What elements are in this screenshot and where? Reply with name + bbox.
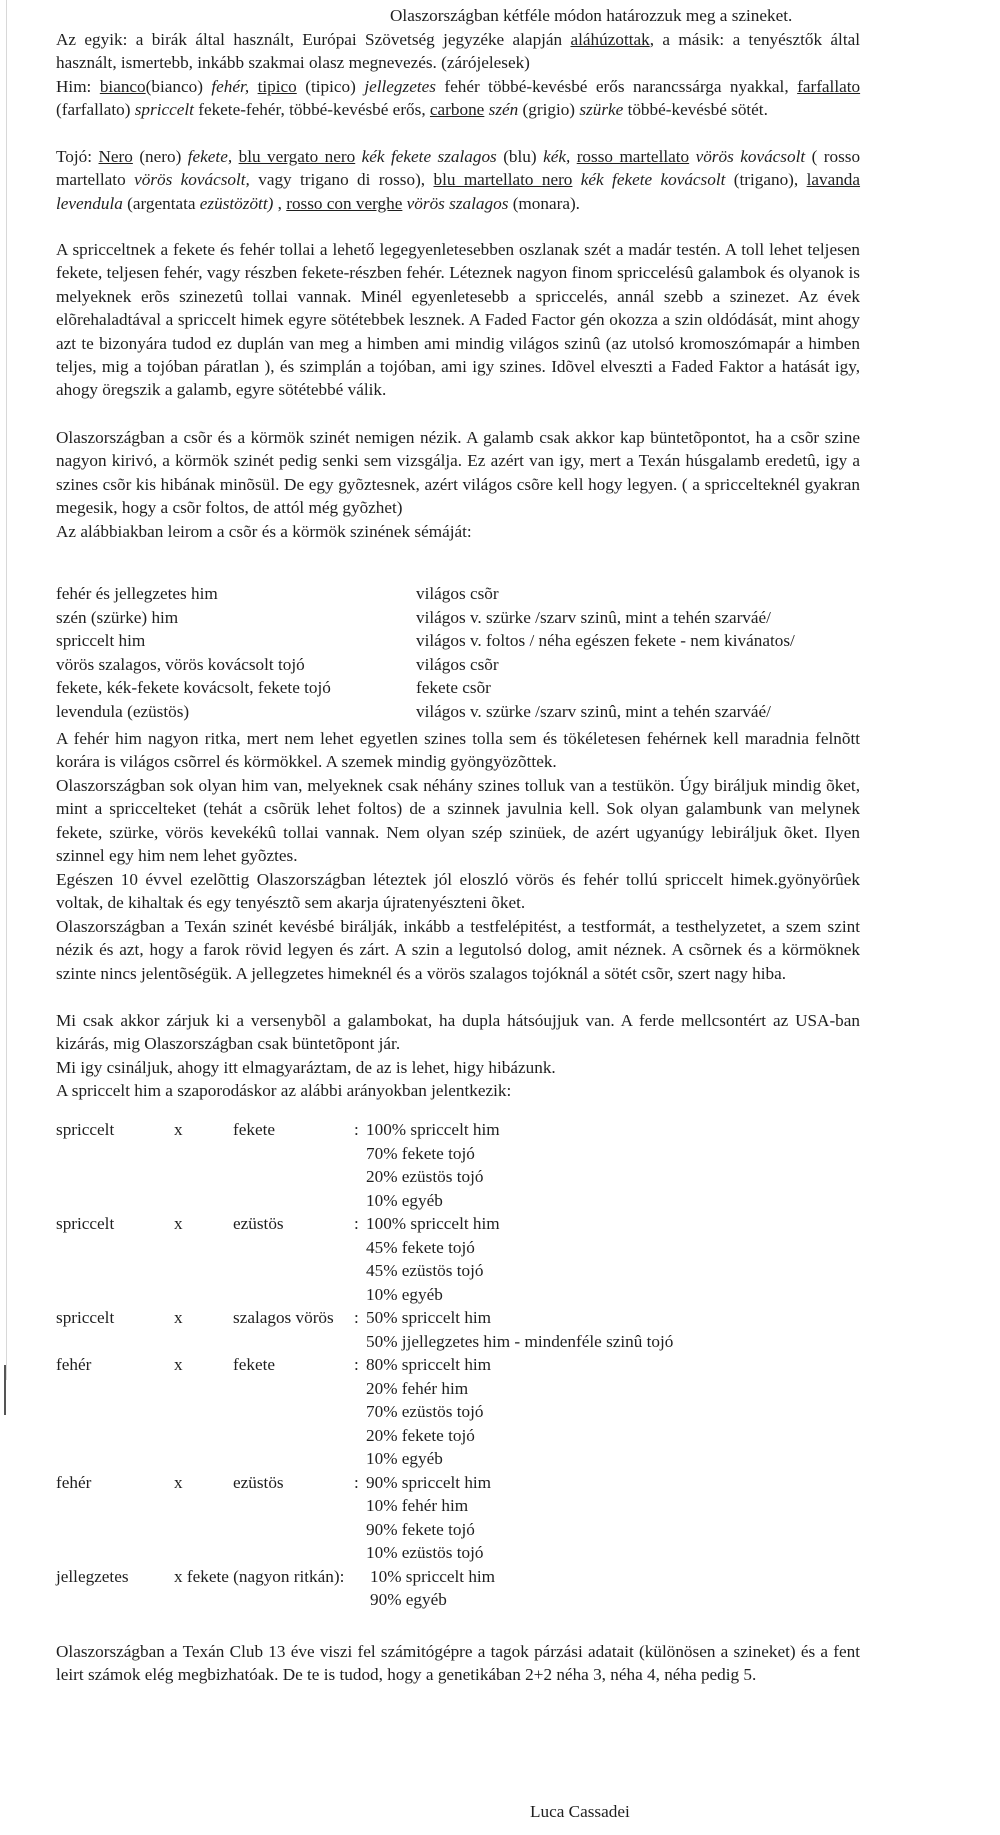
him-term-carbone: carbone	[429, 100, 485, 120]
ten-years-paragraph: Egészen 10 évvel ezelõttig Olaszországban léteztek jól eloszló vörös és fehér tollú spriccelt himek.gyönyörûek voltak, de kihaltak és egy tenyésztõ sem akarja újratenyészteni õket.	[56, 870, 860, 913]
cross-result: 10% egyéb	[366, 1284, 443, 1304]
tojo-italic: levendula	[56, 193, 123, 213]
cross-parent-b: ezüstös	[233, 1214, 284, 1233]
cross-result: 90% fekete tojó	[366, 1519, 475, 1539]
cross-operator: x	[174, 1472, 183, 1492]
beak-table-row	[56, 606, 876, 630]
beak-table-color: világos csõr	[416, 584, 499, 603]
cross-result-row	[56, 1400, 876, 1424]
beak-table-type: fekete, kék-fekete kovácsolt, fekete tojó	[56, 678, 331, 697]
cross-operator: x	[174, 1355, 183, 1374]
cross-operator: x	[174, 1120, 183, 1139]
cross-row	[56, 1306, 876, 1330]
cross-parent-a: jellegzetes	[56, 1566, 129, 1586]
cross-operator: x fekete (nagyon ritkán):	[174, 1566, 345, 1586]
tojo-label: Tojó:	[56, 147, 93, 166]
tojo-term-rosso-con-verghe: rosso con verghe	[286, 193, 403, 213]
cross-result: 70% fekete tojó	[366, 1143, 475, 1163]
beak-table-type: vörös szalagos, vörös kovácsolt tojó	[56, 654, 305, 674]
him-paragraph	[56, 75, 860, 122]
cross-result: 10% ezüstös tojó	[366, 1543, 484, 1562]
cross-row	[56, 1353, 876, 1377]
him-italic: spriccelt	[134, 100, 194, 120]
cross-row	[56, 1565, 876, 1589]
him-text: (farfallato)	[56, 100, 131, 120]
white-him-paragraph: A fehér him nagyon ritka, mert nem lehet egyetlen szines tolla sem és tökéletesen fehérnek kell maradnia felnõtt korára is világos csõrrel és körmökkel. A szemek mindig gyöngyözõttek.	[56, 729, 860, 772]
cross-result: 10% egyéb	[366, 1449, 443, 1468]
tojo-term-nero: Nero	[98, 147, 133, 166]
club-paragraph: Olaszországban a Texán Club 13 éve viszi fel számitógépre a tagok párzási adatait (különösen a szineket) és a fent leirt számok elég megbizhatóak. De te is tudod, hogy a genetikában 2+2 néha 3, néha 4, néha pedig 5.	[56, 1642, 860, 1685]
him-term-bianco: bianco	[99, 77, 146, 96]
tojo-text: (blu)	[503, 147, 537, 166]
cross-colon: :	[354, 1308, 359, 1327]
tojo-text: (trigano),	[733, 170, 799, 190]
intro-underlined: aláhúzottak	[570, 30, 650, 49]
cross-result: 100% spriccelt him	[366, 1120, 500, 1139]
beak-table-color: világos v. szürke /szarv szinû, mint a tehén szarváé/	[416, 701, 771, 721]
tojo-term-blu-martellato: blu martellato nero	[433, 170, 573, 190]
cross-parent-b: fekete	[233, 1355, 275, 1374]
cross-result: 100% spriccelt him	[366, 1214, 500, 1233]
tojo-text: (monara).	[512, 193, 580, 213]
tojo-italic: kék fekete kovácsolt	[580, 170, 726, 190]
him-term-farfallato: farfallato	[797, 77, 861, 96]
signature: Luca Cassadei	[530, 1802, 630, 1821]
him-label: Him:	[56, 77, 92, 96]
cross-result: 20% fehér him	[366, 1378, 469, 1398]
cross-row	[56, 1118, 876, 1142]
him-text: (tipico)	[305, 77, 356, 96]
cross-colon: :	[354, 1214, 359, 1233]
cross-result: 10% fehér him	[366, 1496, 469, 1515]
cross-result-row	[56, 1165, 876, 1189]
tojo-italic: kék,	[543, 147, 571, 166]
beak-table-type: spriccelt him	[56, 631, 146, 650]
cross-parent-b: szalagos vörös	[233, 1308, 334, 1327]
cross-result: 45% fekete tojó	[366, 1237, 475, 1257]
cross-parent-a: spriccelt	[56, 1120, 115, 1139]
cross-result: 45% ezüstös tojó	[366, 1261, 484, 1280]
scan-edge-mark	[4, 1365, 6, 1415]
cross-result: 80% spriccelt him	[366, 1355, 492, 1374]
cross-result: 50% jjellegzetes him - mindenféle szinû tojó	[366, 1331, 674, 1351]
cross-colon: :	[354, 1120, 359, 1139]
tojo-italic: vörös kovácsolt	[695, 147, 806, 166]
cross-result: 20% fekete tojó	[366, 1425, 475, 1445]
breeding-ratio-table	[56, 1118, 876, 1612]
him-text: fehér többé-kevésbé erős narancssárga nyakkal,	[444, 77, 789, 96]
cross-result-row	[56, 1541, 876, 1565]
cross-colon: :	[354, 1355, 359, 1374]
beak-table-row	[56, 653, 876, 677]
beak-table-color: fekete csõr	[416, 678, 491, 697]
tojo-italic: vörös szalagos	[406, 193, 509, 213]
intro-paragraph	[56, 28, 860, 75]
tojo-italic: kék fekete szalagos	[361, 147, 497, 166]
tojo-italic: fekete,	[187, 147, 233, 166]
cross-result-row	[56, 1283, 876, 1307]
cross-result: 90% egyéb	[370, 1590, 447, 1609]
intro-text-a: Az egyik: a birák által használt, Európai Szövetség jegyzéke alapján	[56, 30, 563, 49]
cross-result-row	[56, 1259, 876, 1283]
cross-result-row	[56, 1588, 876, 1612]
tojo-text: (nero)	[139, 147, 182, 166]
him-italic: szürke	[579, 100, 624, 120]
cross-result-row	[56, 1142, 876, 1166]
him-text: (bianco)	[145, 77, 203, 96]
tojo-text: (argentata	[127, 193, 196, 213]
beak-table-color: világos csõr	[416, 654, 499, 674]
cross-result-row	[56, 1236, 876, 1260]
intro-title: Olaszországban kétféle módon határozzuk meg a szineket.	[390, 6, 793, 25]
cross-result-row	[56, 1189, 876, 1213]
spriccelt-paragraph: A spricceltnek a fekete és fehér tollai a lehető legegyenletesebben oszlanak szét a madár testén. A toll lehet teljesen fekete, teljesen fehér, vagy részben fekete-részben fehér. Léteznek nagyon finom spriccelésû galambok és olyanok is melyeknek erõs szinezetû tollai vannak. Minél egyenletesebb a spriccelés, annál szebb a szinezet. Az évek elõrehaladtával a spriccelt himek egyre sötétebbek lesznek. A Faded Factor gén okozza a szin oldódását, mint ahogy azt te bizonyára tudod ez duplán van meg a himben ami mindig világos szinû (az utolsó kromoszómapár a himben teljes, mig a tojóban páratlan ), és szimplán a tojóban, ami igy szines. Idõvel elveszti a Faded Faktor a hatását igy, ahogy öregszik a galamb, egyre sötétebbé válik.	[56, 240, 860, 400]
him-italic: jellegzetes	[364, 77, 436, 96]
cross-result-row	[56, 1377, 876, 1401]
tojo-term-rosso-martellato: rosso martellato	[576, 147, 690, 166]
cross-result-row	[56, 1494, 876, 1518]
few-feathers-paragraph: Olaszországban sok olyan him van, melyeknek csak néhány szines tolluk van a testükön. Úgy biráljuk mindig õket, mint a spriccelteket (tehát a csõrük lehet foltos) de a szinnek javulnia kell. Sok olyan galambunk van melynek fekete, szürke, vörös kevekékû tollai vannak. Nem olyan szép szinüek, de azért ugyanúgy lebiráljuk õket. Ilyen szinnel egy him nem lehet gyõztes.	[56, 776, 860, 866]
him-text: (grigio)	[522, 100, 576, 120]
tojo-italic: vörös kovácsolt,	[134, 170, 250, 190]
him-text: fekete-fehér, többé-kevésbé erős,	[198, 100, 426, 120]
ratio-intro-paragraph: A spriccelt him a szaporodáskor az alábbi arányokban jelentkezik:	[56, 1081, 512, 1100]
beak-table-type: levendula (ezüstös)	[56, 701, 190, 721]
beak-table-type: szén (szürke) him	[56, 607, 179, 627]
beak-table-row	[56, 629, 876, 653]
tojo-term-lavanda: lavanda	[806, 170, 861, 190]
tojo-italic: ezüstözött)	[199, 193, 274, 213]
beak-table-row	[56, 700, 876, 724]
tojo-term-blu-vergato: blu vergato nero	[238, 147, 356, 166]
cross-parent-b: fekete	[233, 1120, 275, 1139]
cross-result: 10% egyéb	[366, 1190, 443, 1210]
mistake-paragraph: Mi igy csináljuk, ahogy itt elmagyaráztam, de az is lehet, higy hibázunk.	[56, 1058, 556, 1077]
cross-operator: x	[174, 1308, 183, 1327]
texan-judging-paragraph: Olaszországban a Texán szinét kevésbé birálják, inkább a testfelépitést, a testformát, a testhelyzetet, a szem szint nézik és azt, hogy a farok rövid legyen és zárt. A szin a legutolsó dolog, amit néznek. A csõrnek és a körmöknek szinte nincs jelentõségük. A jellegzetes himeknél és a vörös szalagos tojóknál a sötét csõr, szert nagy hiba.	[56, 917, 860, 983]
cross-result-row	[56, 1424, 876, 1448]
cross-result: 90% spriccelt him	[366, 1472, 492, 1492]
beak-paragraph: Olaszországban a csõr és a körmök szinét nemigen nézik. A galamb csak akkor kap büntetõpontot, ha a csõr szine nagyon kirivó, a körmök szinét pedig senki sem vizsgálja. Ez azért van igy, mert a Texán húsgalamb eredetû, igy a szines csõr kis hibának minõsül. De egy gyõztesnek, azért világos csõre kell hogy legyen. ( a spriccelteknél gyakran megesik, hogy a csõr foltos, de attól még gyõzhet)	[56, 428, 860, 518]
beak-table-color: világos v. foltos / néha egészen fekete - nem kivánatos/	[416, 631, 795, 650]
intro-text-c: , a másik: a tenyésztők által használt, ismertebb, inkább szakmai olasz megnevezés. (zárójelesek)	[56, 30, 860, 73]
schema-paragraph: Az alábbiakban leirom a csõr és a körmök szinének sémáját:	[56, 522, 472, 541]
beak-table-color: világos v. szürke /szarv szinû, mint a tehén szarváé/	[416, 607, 771, 627]
beak-color-table	[56, 582, 876, 723]
scan-edge-line	[6, 0, 7, 1380]
him-term-tipico: tipico	[257, 77, 297, 96]
cross-parent-a: fehér	[56, 1472, 92, 1492]
cross-result-row	[56, 1447, 876, 1471]
cross-operator: x	[174, 1214, 183, 1233]
cross-row	[56, 1212, 876, 1236]
him-italic: szén	[488, 100, 519, 120]
cross-parent-a: fehér	[56, 1355, 92, 1374]
tojo-text: vagy trigano di rosso),	[258, 170, 426, 190]
beak-table-type: fehér és jellegzetes him	[56, 584, 218, 603]
beak-table-row	[56, 676, 876, 700]
tojo-paragraph	[56, 145, 860, 215]
cross-colon: :	[354, 1472, 359, 1492]
tojo-text: ( rosso martellato	[56, 147, 861, 190]
exclusion-paragraph: Mi csak akkor zárjuk ki a versenybõl a galambokat, ha dupla hátsóujjuk van. A ferde mellcsontért az USA-ban kizárás, mig Olaszországban csak büntetõpont jár.	[56, 1011, 860, 1054]
cross-parent-a: spriccelt	[56, 1308, 115, 1327]
tojo-text: ,	[277, 193, 282, 213]
cross-result-row	[56, 1518, 876, 1542]
him-italic: fehér,	[211, 77, 250, 96]
cross-parent-a: spriccelt	[56, 1214, 115, 1233]
cross-parent-b: ezüstös	[233, 1472, 284, 1492]
him-text: többé-kevésbé sötét.	[627, 100, 768, 120]
cross-result-row	[56, 1330, 876, 1354]
cross-result: 70% ezüstös tojó	[366, 1402, 484, 1421]
cross-result: 10% spriccelt him	[370, 1566, 496, 1586]
beak-table-row	[56, 582, 876, 606]
cross-result: 50% spriccelt him	[366, 1308, 492, 1327]
cross-result: 20% ezüstös tojó	[366, 1167, 484, 1186]
cross-row	[56, 1471, 876, 1495]
